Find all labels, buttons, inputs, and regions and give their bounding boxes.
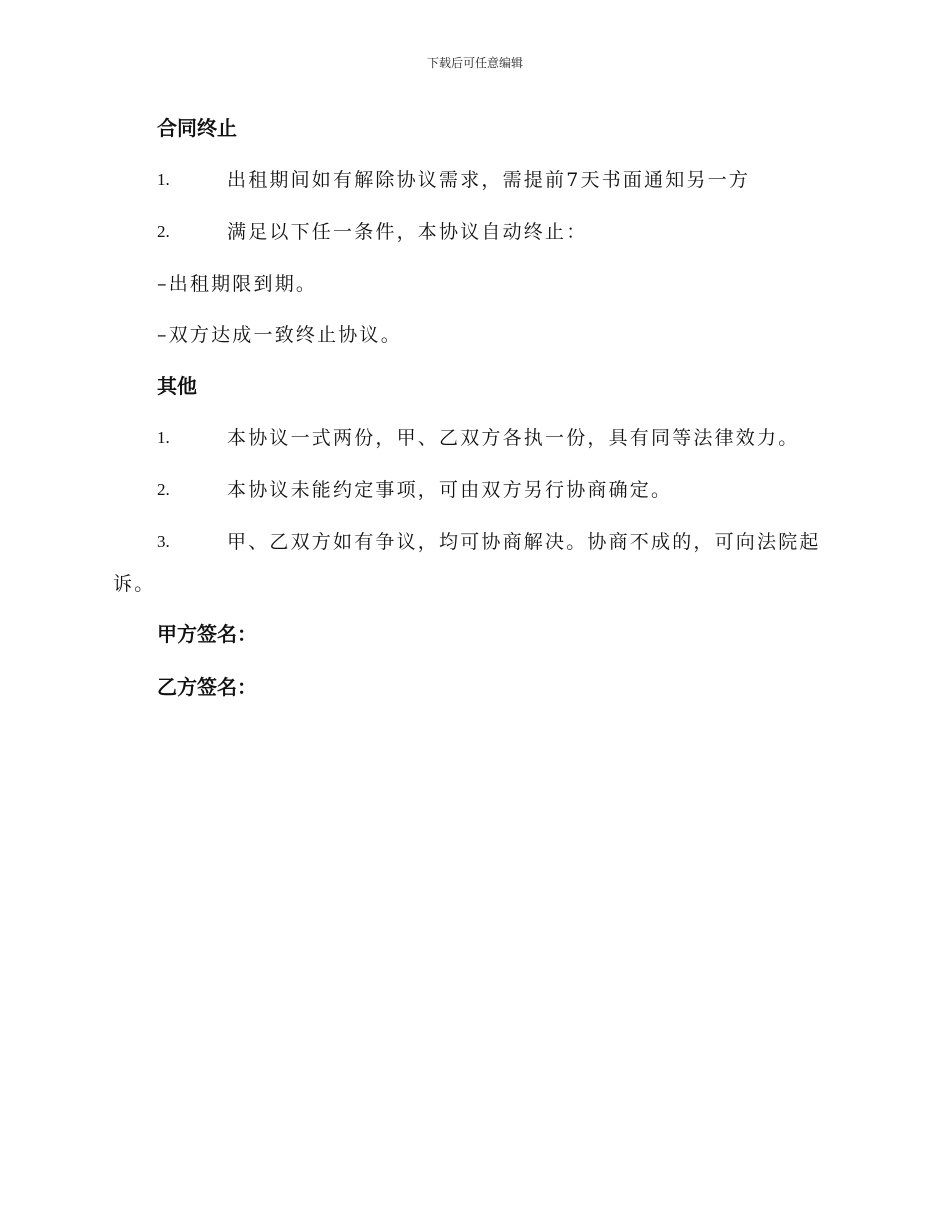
list-item-number: 2.	[157, 222, 170, 241]
bullet-text: –双方达成一致终止协议。	[157, 324, 402, 346]
list-item-text: 出租期间如有解除协议需求，需提前7天书面通知另一方	[227, 169, 751, 191]
list-item-number: 1.	[157, 170, 170, 189]
list-item-text: 本协议一式两份，甲、乙双方各执一份，具有同等法律效力。	[227, 427, 800, 449]
section-heading-termination: 合同终止	[157, 116, 237, 140]
list-item-text: 满足以下任一条件，本协议自动终止：	[227, 221, 588, 243]
header-note: 下载后可任意编辑	[426, 56, 523, 70]
bullet-text: –出租期限到期。	[157, 273, 318, 295]
list-item-text: 本协议未能约定事项，可由双方另行协商确定。	[227, 479, 673, 501]
list-item-number: 2.	[157, 480, 170, 499]
list-item-text: 甲、乙双方如有争议，均可协商解决。协商不成的，可向法院起	[227, 531, 821, 553]
section-heading-others: 其他	[157, 374, 197, 398]
list-item-number: 3.	[157, 532, 170, 551]
list-item-number: 1.	[157, 428, 170, 447]
list-item-continuation-text: 诉。	[113, 573, 156, 595]
signature-party-a: 甲方签名：	[157, 622, 257, 646]
signature-party-b: 乙方签名：	[157, 675, 257, 699]
